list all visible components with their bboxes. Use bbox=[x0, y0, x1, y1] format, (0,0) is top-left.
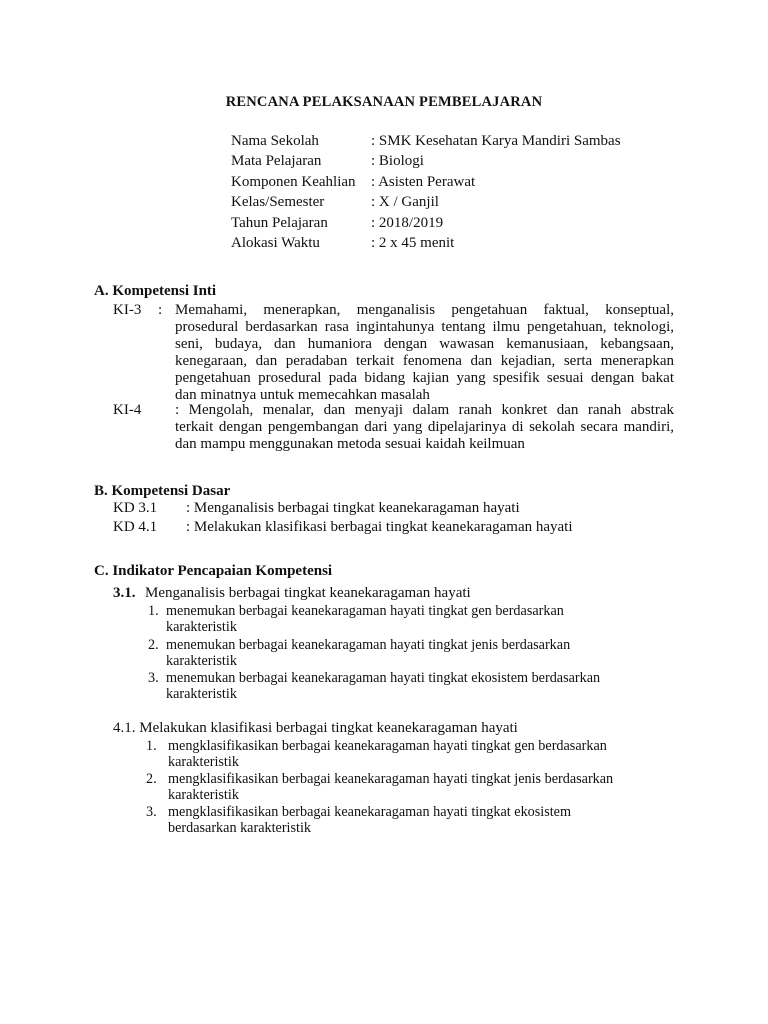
kd-text: : Menganalisis berbagai tingkat keanekaragaman hayati bbox=[186, 500, 520, 516]
info-label: Kelas/Semester bbox=[231, 194, 325, 210]
ki3-text-line: pengetahuan prosedural pada bidang kajian yang spesifik sesuai dengan bakat bbox=[175, 370, 674, 386]
indicator-item-text: karakteristik bbox=[166, 653, 237, 669]
info-value: : Asisten Perawat bbox=[371, 174, 476, 190]
indicator-item-text: mengklasifikasikan berbagai keanekaragaman hayati tingkat gen berdasarkan bbox=[168, 738, 607, 754]
info-value: : Biologi bbox=[371, 153, 424, 169]
indicator-item-text: menemukan berbagai keanekaragaman hayati tingkat gen berdasarkan bbox=[166, 603, 564, 619]
info-label: Mata Pelajaran bbox=[231, 153, 322, 169]
indicator-group-title: Menganalisis berbagai tingkat keanekaragaman hayati bbox=[145, 585, 471, 601]
ki3-text-line: dan minatnya untuk memecahkan masalah bbox=[175, 387, 430, 403]
ki3-text-line: seni, budaya, dan humaniora dengan wawasan kemanusiaan, kebangsaan, bbox=[175, 336, 674, 352]
indicator-item-text: karakteristik bbox=[166, 686, 237, 702]
ki4-text-line: terkait dengan pengembangan dari yang dipelajarinya di sekolah secara mandiri, bbox=[175, 419, 674, 435]
indicator-item-number: 3. bbox=[148, 670, 159, 686]
ki3-text-line: prosedural berdasarkan rasa ingintahunya tentang ilmu pengetahuan, teknologi, bbox=[175, 319, 674, 335]
info-value: : SMK Kesehatan Karya Mandiri Sambas bbox=[371, 133, 621, 149]
info-label: Nama Sekolah bbox=[231, 133, 319, 149]
info-label: Tahun Pelajaran bbox=[231, 215, 328, 231]
info-label: Komponen Keahlian bbox=[231, 174, 356, 190]
ki4-text-line: : Mengolah, menalar, dan menyaji dalam ranah konkret dan ranah abstrak bbox=[175, 402, 674, 418]
kd-code: KD 4.1 bbox=[113, 519, 158, 535]
indicator-item-number: 1. bbox=[148, 603, 159, 619]
indicator-item-text: menemukan berbagai keanekaragaman hayati tingkat ekosistem berdasarkan bbox=[166, 670, 601, 686]
indicator-item-text: berdasarkan karakteristik bbox=[168, 820, 311, 836]
section-heading-indikator: C. Indikator Pencapaian Kompetensi bbox=[94, 563, 333, 579]
indicator-item-text: karakteristik bbox=[168, 754, 239, 770]
info-value: : X / Ganjil bbox=[371, 194, 439, 210]
indicator-item-text: mengklasifikasikan berbagai keanekaragaman hayati tingkat ekosistem bbox=[168, 804, 572, 820]
indicator-item-number: 2. bbox=[148, 637, 159, 653]
indicator-item-text: karakteristik bbox=[166, 619, 237, 635]
indicator-group-number: 3.1. bbox=[113, 585, 136, 601]
indicator-item-number: 3. bbox=[146, 804, 157, 820]
section-heading-kompetensi-dasar: B. Kompetensi Dasar bbox=[94, 483, 231, 499]
indicator-item-text: karakteristik bbox=[168, 787, 239, 803]
info-label: Alokasi Waktu bbox=[231, 235, 320, 251]
indicator-item-number: 1. bbox=[146, 738, 157, 754]
document-title: RENCANA PELAKSANAAN PEMBELAJARAN bbox=[225, 94, 543, 110]
indicator-item-text: mengklasifikasikan berbagai keanekaragaman hayati tingkat jenis berdasarkan bbox=[168, 771, 614, 787]
ki3-text-line: kenegaraan, dan peradaban terkait fenomena dan kejadian, serta menerapkan bbox=[175, 353, 674, 369]
indicator-group-title: 4.1. Melakukan klasifikasi berbagai tingkat keanekaragaman hayati bbox=[113, 720, 518, 736]
ki3-code: KI-3 bbox=[113, 302, 142, 318]
info-value: : 2 x 45 menit bbox=[371, 235, 455, 251]
section-heading-kompetensi-inti: A. Kompetensi Inti bbox=[94, 283, 217, 299]
ki4-text-line: dan mampu menggunakan metoda sesuai kaidah keilmuan bbox=[175, 436, 525, 452]
ki3-colon: : bbox=[158, 302, 163, 318]
indicator-item-text: menemukan berbagai keanekaragaman hayati tingkat jenis berdasarkan bbox=[166, 637, 571, 653]
info-value: : 2018/2019 bbox=[371, 215, 444, 231]
kd-code: KD 3.1 bbox=[113, 500, 158, 516]
ki4-code: KI-4 bbox=[113, 402, 142, 418]
indicator-item-number: 2. bbox=[146, 771, 157, 787]
ki3-text-line: Memahami, menerapkan, menganalisis pengetahuan faktual, konseptual, bbox=[175, 302, 674, 318]
kd-text: : Melakukan klasifikasi berbagai tingkat keanekaragaman hayati bbox=[186, 519, 573, 535]
